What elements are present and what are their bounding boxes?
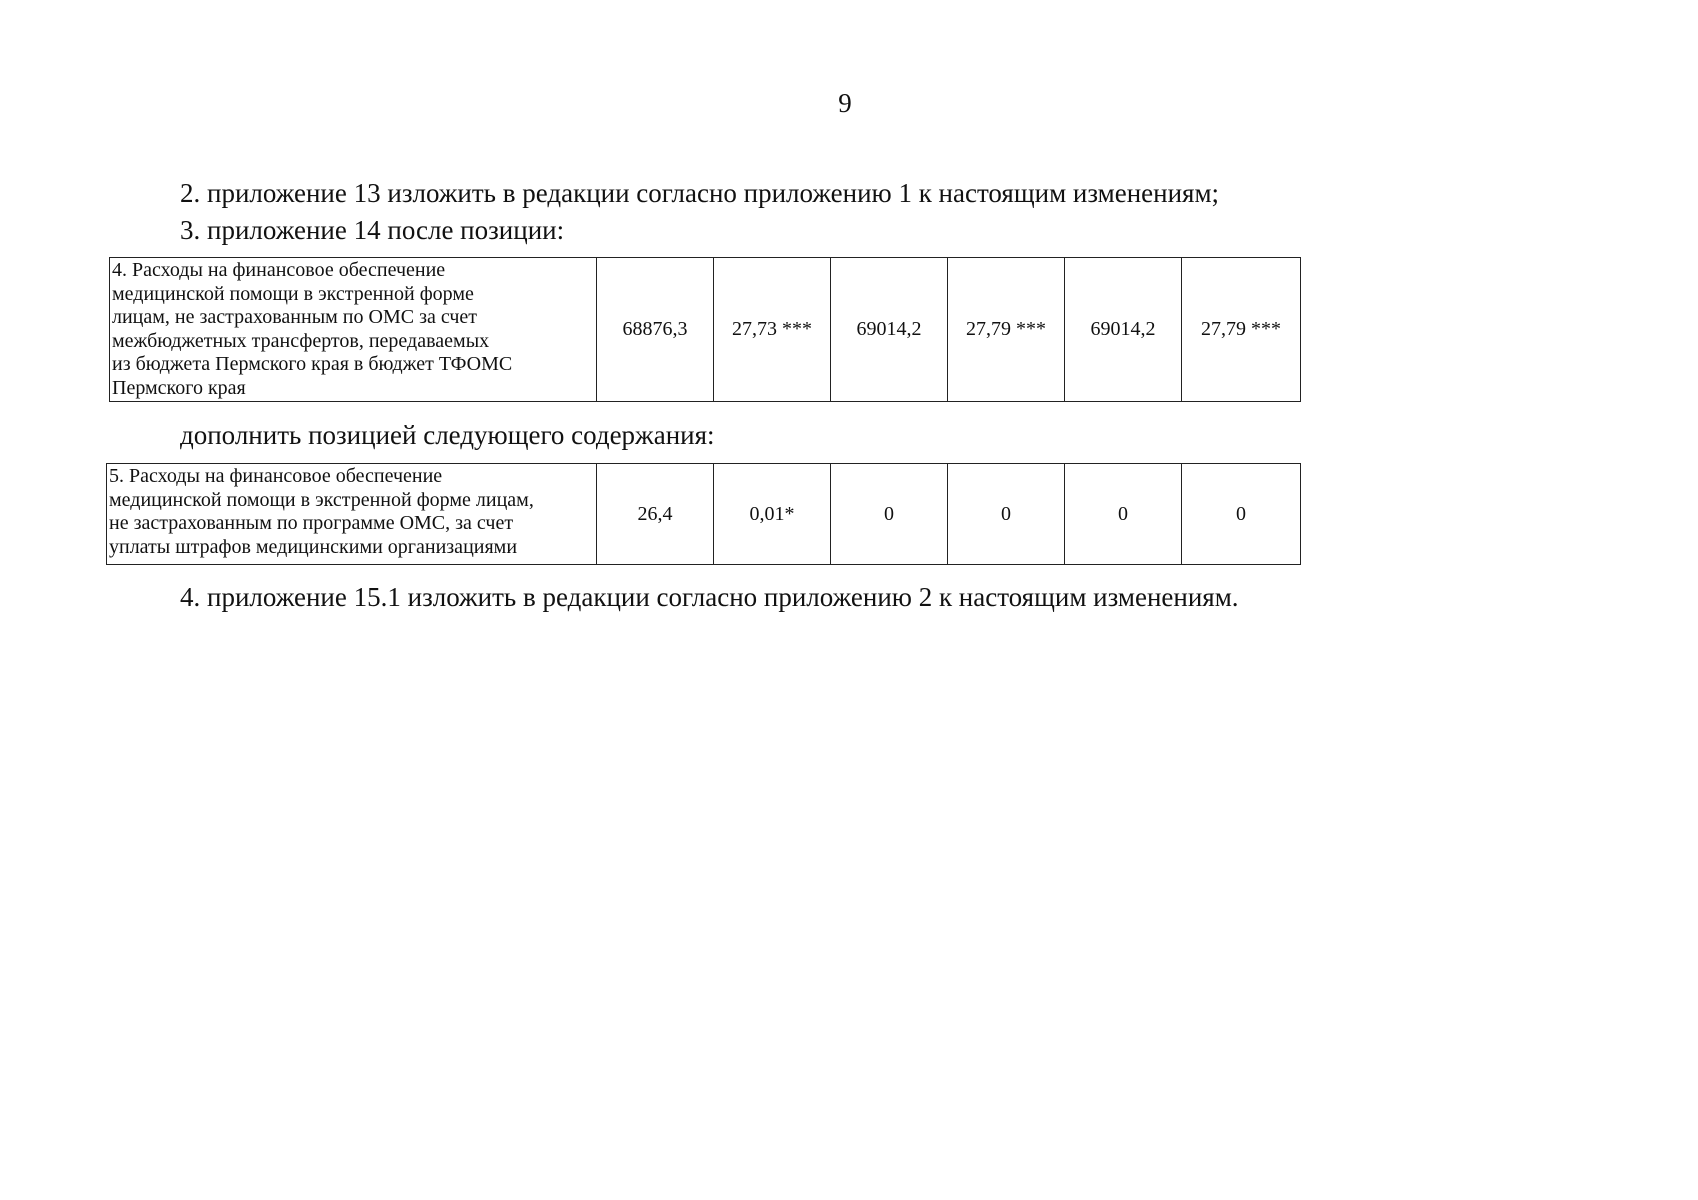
description-line: медицинской помощи в экстренной форме лицам,	[109, 488, 534, 511]
description-line: уплаты штрафов медицинскими организациями	[109, 535, 518, 558]
paragraph-item-3: 3. приложение 14 после позиции:	[180, 215, 565, 245]
description-line: межбюджетных трансфертов, передаваемых	[112, 329, 490, 352]
table-cell-value: 27,79 ***	[1182, 258, 1301, 402]
description-line: лицам, не застрахованным по ОМС за счет	[112, 306, 478, 328]
table-cell-value: 0	[831, 464, 948, 565]
position-5-description	[107, 464, 597, 565]
table-cell-value: 69014,2	[831, 258, 948, 402]
description-line: из бюджета Пермского края в бюджет ТФОМС	[112, 353, 513, 375]
position-4-table	[109, 257, 1301, 402]
description-line: Пермского края	[112, 376, 246, 399]
table-cell-value: 0	[1182, 464, 1301, 565]
page-number: 9	[838, 88, 852, 118]
table-cell-value: 26,4	[597, 464, 714, 565]
table-cell-value: 69014,2	[1065, 258, 1182, 402]
table-row	[107, 464, 1301, 565]
table-cell-value: 27,79 ***	[948, 258, 1065, 402]
paragraph-add-position: дополнить позицией следующего содержания:	[180, 420, 715, 450]
paragraph-item-2: 2. приложение 13 изложить в редакции согласно приложению 1 к настоящим изменениям;	[180, 178, 1220, 208]
description-line: 4. Расходы на финансовое обеспечение	[112, 259, 446, 281]
table-cell-value: 27,73 ***	[714, 258, 831, 402]
position-4-description	[110, 258, 597, 402]
table-cell-value: 0	[948, 464, 1065, 565]
table-cell-value: 0	[1065, 464, 1182, 565]
paragraph-item-4: 4. приложение 15.1 изложить в редакции согласно приложению 2 к настоящим изменениям.	[180, 582, 1239, 612]
position-5-table	[106, 463, 1301, 565]
table-cell-value: 0,01*	[714, 464, 831, 565]
table-cell-value: 68876,3	[597, 258, 714, 402]
table-row	[110, 258, 1301, 402]
description-line: не застрахованным по программе ОМС, за счет	[109, 512, 514, 534]
description-line: медицинской помощи в экстренной форме	[112, 282, 474, 305]
description-line: 5. Расходы на финансовое обеспечение	[109, 465, 443, 487]
